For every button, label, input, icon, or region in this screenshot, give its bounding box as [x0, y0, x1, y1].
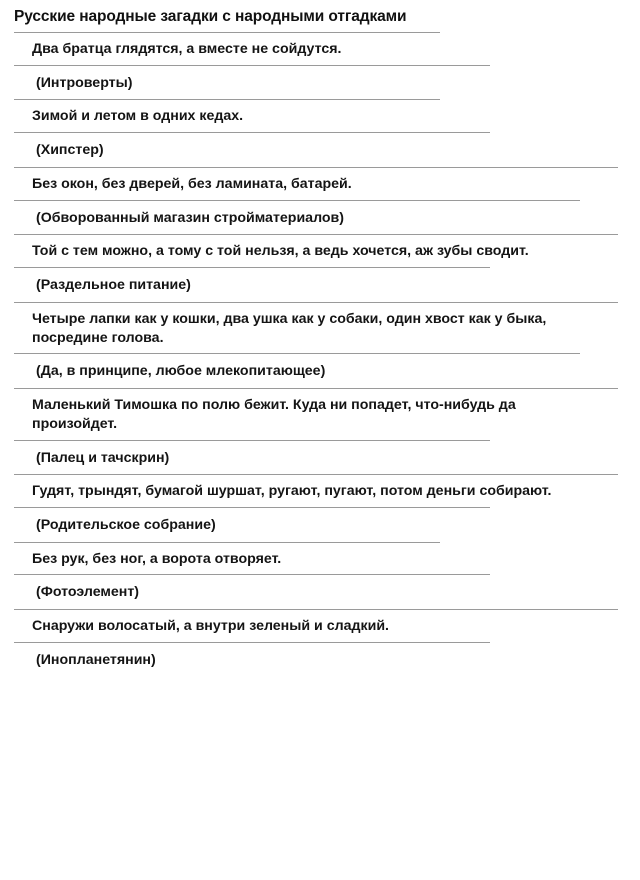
riddle-entry: [0, 234, 640, 301]
riddle-answer: (Фотоэлемент): [14, 574, 490, 609]
riddle-answer: (Хипстер): [14, 132, 490, 167]
riddle-entry: [0, 32, 640, 99]
riddle-text: Той с тем можно, а тому с той нельзя, а ведь хочется, аж зубы сводит.: [14, 234, 618, 267]
riddle-text: Снаружи волосатый, а внутри зеленый и сладкий.: [14, 609, 618, 642]
riddle-text: Гудят, трындят, бумагой шуршат, ругают, пугают, потом деньги собирают.: [14, 474, 618, 507]
riddle-answer: (Палец и тачскрин): [14, 440, 490, 475]
riddle-entry: [0, 474, 640, 541]
page-title: Русские народные загадки с народными отгадками: [14, 8, 407, 25]
riddle-text: Маленький Тимошка по полю бежит. Куда ни попадет, что-нибудь да произойдет.: [14, 388, 618, 439]
riddle-text: Четыре лапки как у кошки, два ушка как у собаки, один хвост как у быка, посредине голова.: [14, 302, 618, 353]
riddle-entry: [0, 388, 640, 474]
riddle-text: Зимой и летом в одних кедах.: [14, 99, 440, 132]
riddle-text: Два братца глядятся, а вместе не сойдутся.: [14, 32, 440, 65]
riddle-entry: [0, 167, 640, 234]
riddle-entry: [0, 609, 640, 676]
riddle-answer: (Инопланетянин): [14, 642, 490, 677]
riddle-entry: [0, 302, 640, 388]
riddle-entry: [0, 99, 640, 166]
riddle-answer: (Родительское собрание): [14, 507, 490, 542]
riddle-answer: (Обворованный магазин стройматериалов): [14, 200, 580, 235]
riddle-text: Без рук, без ног, а ворота отворяет.: [14, 542, 440, 575]
riddle-answer: (Интроверты): [14, 65, 490, 100]
riddle-answer: (Да, в принципе, любое млекопитающее): [14, 353, 580, 388]
riddle-text: Без окон, без дверей, без ламината, батарей.: [14, 167, 618, 200]
riddle-entry: [0, 542, 640, 609]
riddle-answer: (Раздельное питание): [14, 267, 490, 302]
